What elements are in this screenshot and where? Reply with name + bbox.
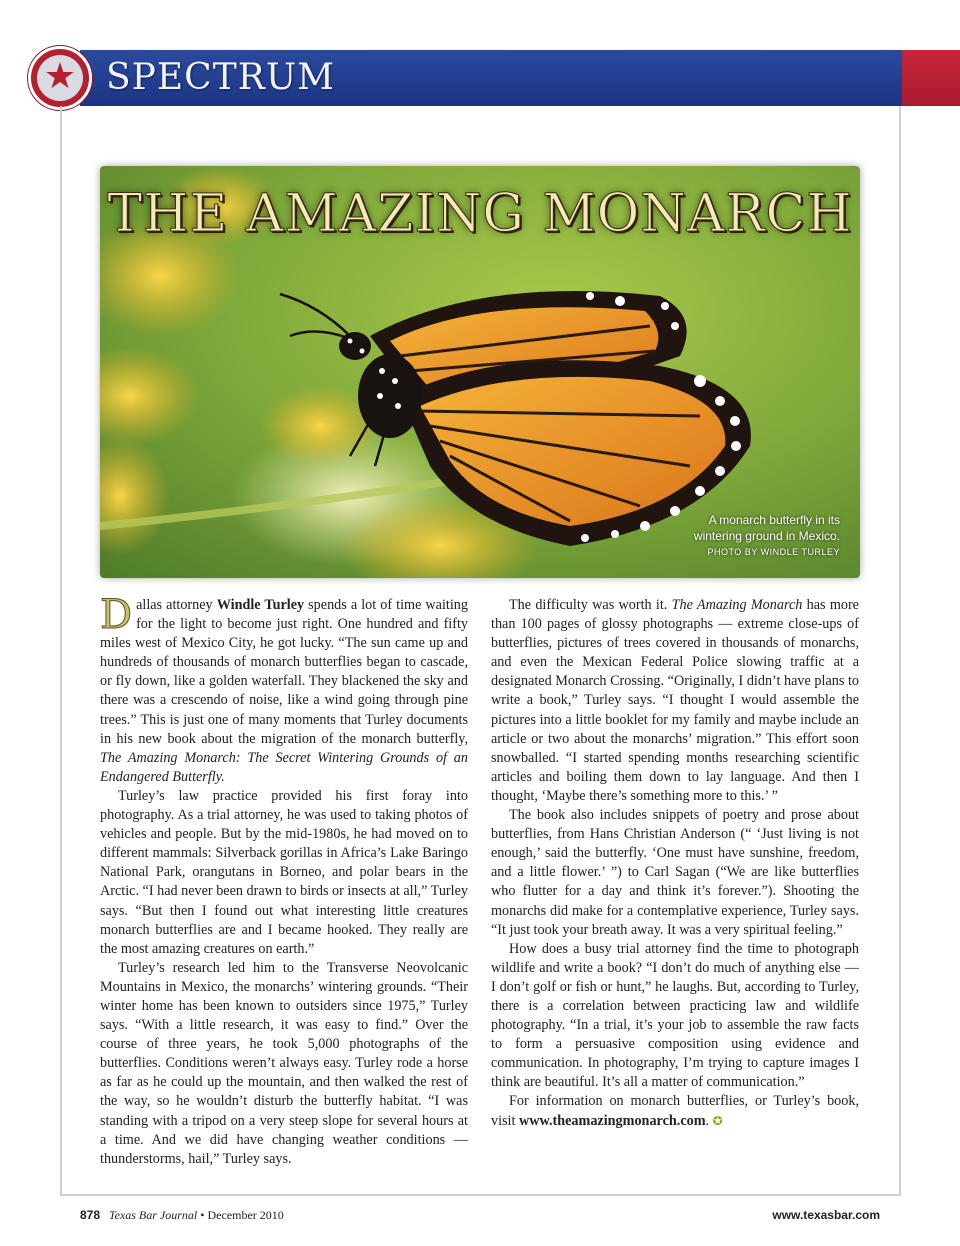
- text-run: For information on monarch butterflies, or Turley’s book, visit: [491, 1093, 859, 1129]
- article-column-right: [491, 596, 859, 1131]
- photo-caption: [694, 512, 840, 560]
- paragraph: Turley’s law practice provided his first foray into photography. As a trial attorney, he was used to taking photos of vehicles and people. But by the mid-1980s, he had moved on to different mammals: Silverback gorillas in Africa’s Lake Baringo National Park, orangutans in Borneo, and polar bears in the Arctic. “I had never been drawn to birds or insects at all,” Turley says. “But then I found out what interesting little creatures monarch butterflies are and I became hooked. They really are the most amazing creatures on earth.”: [100, 787, 468, 957]
- paragraph: The book also includes snippets of poetry and prose about butterflies, from Hans Christian Anderson (“ ‘Just living is not enough,’ said the butterfly. ‘One must have sunshine, freedom, and a little flower.’ ”) to Carl Sagan (“We are like butterflies who flutter for a day and think it’s forever.”). Shooting the monarchs did make for a contemplative experience, Turley says. “It just took your breath away. It was a very spiritual feeling.”: [491, 807, 859, 938]
- drop-cap: D: [100, 592, 133, 638]
- frame-left-rule: [60, 106, 62, 1196]
- footer-bullet: •: [200, 1208, 205, 1222]
- footer-website[interactable]: www.texasbar.com: [772, 1208, 880, 1222]
- paragraph: [491, 1092, 859, 1130]
- website-link[interactable]: www.theamazingmonarch.com: [519, 1112, 706, 1129]
- paragraph: Turley’s research led him to the Transverse Neovolcanic Mountains in Mexico, the monarchs’ wintering grounds. “Their winter home has been known to outsiders since 1975,” Turley says. “With a little research, it was easy to find.” Over the course of three years, he took 5,000 photographs of the butterflies. Conditions weren’t always easy. Turley rode a horse as far as he could up the mountain, and then walked the rest of the way, so he wouldn’t disturb the butterfly habitat. “I was standing with a tripod on a very steep slope for several hours at a time. And we did have changing weather conditions — thunderstorms, hail,” Turley says.: [100, 959, 468, 1167]
- article-column-left: [100, 592, 468, 1169]
- issue-date: December 2010: [207, 1208, 284, 1222]
- book-title: The Amazing Monarch: The Secret Wintering Grounds of an Endangered Butterfly.: [100, 749, 468, 785]
- paragraph: How does a busy trial attorney find the time to photograph wildlife and write a book? “I don’t do much of anything else — I don’t golf or fish or hunt,” he laughs. But, according to Turley, there is a correlation between practicing law and wildlife photography. “In a trial, it’s your job to assemble the raw facts to form a persuasive composition using evidence and communication. In photography, I’m trying to capture images I think are beautiful. It’s all a matter of communication.”: [491, 940, 859, 1091]
- text-run: spends a lot of time waiting for the light to become just right. One hundred and fifty miles west of Mexico City, he got lucky. “The sun came up and hundreds of thousands of monarch butterflies began to cascade, or fly down, like a golden waterfall. They blackened the sky and there was a crescendo of noise, like a wind going through pine trees.” This is just one of many moments that Turley documents in his new book about the migration of the monarch butterfly,: [100, 597, 468, 747]
- text-run: has more than 100 pages of glossy photographs — extreme close-ups of butterflies, pictures of trees covered in thousands of monarchs, and even the Mexican Federal Police slowing traffic at a designated Monarch Crossing. “Originally, I didn’t have plans to write a book,” Turley says. “I thought I would assemble the pictures into a little booklet for my family and maybe include an article or two about the monarchs’ migration.” This effort soon snowballed. “I started spending months researching scientific articles and boiling them down to lay language. And then I thought, ‘Maybe there’s something more to this.’ ”: [491, 597, 859, 804]
- end-mark-icon: ✪: [712, 1113, 723, 1128]
- text-run: .: [705, 1112, 710, 1129]
- header-red-band: [902, 50, 960, 106]
- paragraph: [100, 592, 468, 787]
- article-title: THE AMAZING MONARCH: [107, 184, 853, 244]
- footer-left: [80, 1208, 284, 1223]
- frame-bottom-rule: [60, 1194, 901, 1196]
- text-run: The difficulty was worth it.: [509, 597, 672, 613]
- frame-right-rule: [899, 106, 901, 1196]
- star-icon: ★: [43, 56, 77, 97]
- photo-credit: PHOTO BY WINDLE TURLEY: [707, 547, 840, 557]
- text-run: allas attorney: [136, 597, 217, 613]
- section-title: SPECTRUM: [106, 57, 336, 98]
- texas-seal: [28, 46, 92, 110]
- paragraph: [491, 596, 859, 806]
- caption-line-1: A monarch butterfly in its: [708, 513, 840, 527]
- book-title: The Amazing Monarch: [671, 597, 803, 613]
- journal-name: Texas Bar Journal: [109, 1208, 198, 1222]
- monarch-photo: [100, 166, 860, 578]
- person-name: Windle Turley: [216, 597, 305, 613]
- caption-line-2: wintering ground in Mexico.: [693, 529, 840, 543]
- page-number: 878: [80, 1208, 101, 1222]
- section-header: [0, 50, 960, 106]
